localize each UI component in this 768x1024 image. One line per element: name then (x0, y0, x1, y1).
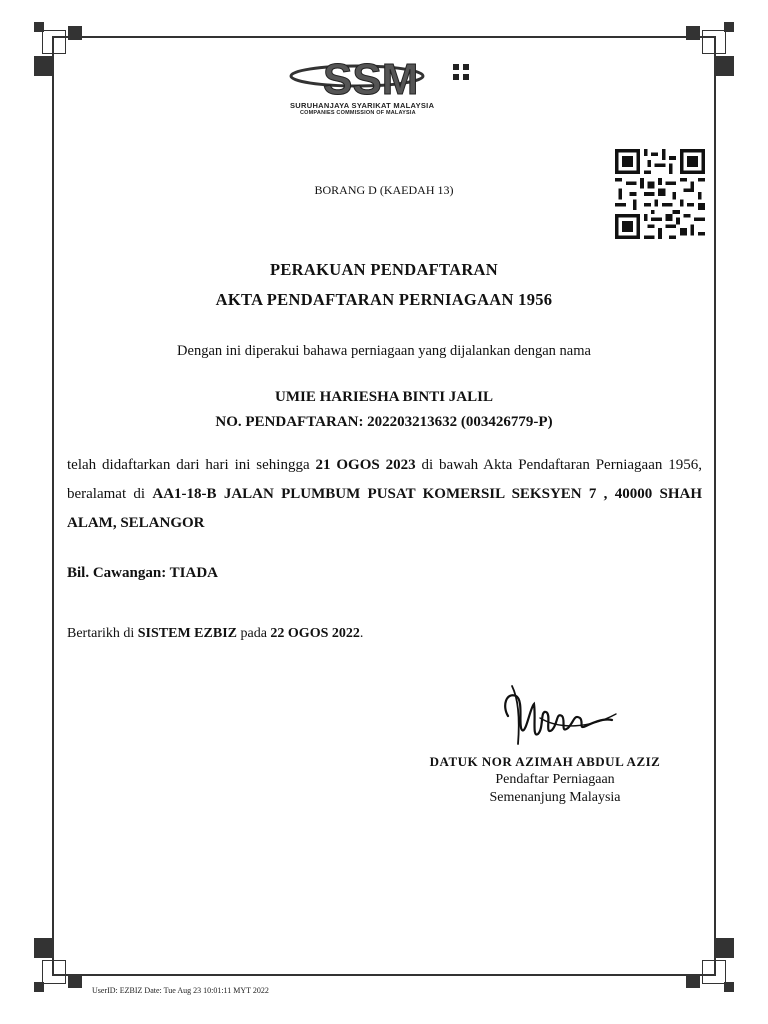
signatory-title: Pendaftar Perniagaan (495, 772, 615, 787)
logo-subtitle-english: COMPANIES COMMISSION OF MALAYSIA (300, 110, 416, 116)
act-title: AKTA PENDAFTARAN PERNIAGAAN 1956 (215, 290, 553, 309)
business-name: UMIE HARIESHA BINTI JALIL (275, 389, 493, 405)
issue-date-line: Bertarikh di SISTEM EZBIZ pada 22 OGOS 2022. (67, 626, 364, 641)
footer-metadata: UserID: EZBIZ Date: Tue Aug 23 10:01:11 MYT 2022 (92, 986, 269, 995)
expiry-date: 21 OGOS 2023 (315, 457, 416, 473)
signatory-name: DATUK NOR AZIMAH ABDUL AZIZ (429, 754, 661, 769)
intro-text: Dengan ini diperakui bahawa perniagaan yang dijalankan dengan nama (177, 343, 591, 359)
corner-ornament-top-right (680, 22, 734, 76)
corner-ornament-bottom-left (34, 938, 88, 992)
business-address: AA1-18-B JALAN PLUMBUM PUSAT KOMERSIL SEKSYEN 7 , 40000 SHAH ALAM, SELANGOR (67, 486, 702, 531)
logo-text: SSM (323, 55, 419, 102)
form-reference: BORANG D (KAEDAH 13) (314, 183, 454, 197)
corner-ornament-bottom-right (680, 938, 734, 992)
corner-ornament-top-left (34, 22, 88, 76)
logo-subtitle: SURUHANJAYA SYARIKAT MALAYSIA (290, 101, 435, 110)
signatory-region: Semenanjung Malaysia (489, 790, 621, 805)
branch-count: Bil. Cawangan: TIADA (67, 565, 219, 581)
certificate-title: PERAKUAN PENDAFTARAN (270, 260, 498, 279)
registration-number: NO. PENDAFTARAN: 202203213632 (003426779-P) (215, 414, 553, 430)
registration-statement: telah didaftarkan dari hari ini sehingga 21 OGOS 2023 di bawah Akta Pendaftaran Perniagaan 1956, beralamat di AA1-18-B JALAN PLUMBUM PUSAT KOMERSIL SEKSYEN 7 , 40000 SHAH ALAM, SELANGOR (67, 457, 702, 531)
issuing-system: SISTEM EZBIZ (137, 626, 237, 641)
issue-date: 22 OGOS 2022 (270, 626, 360, 641)
signature (500, 678, 620, 750)
